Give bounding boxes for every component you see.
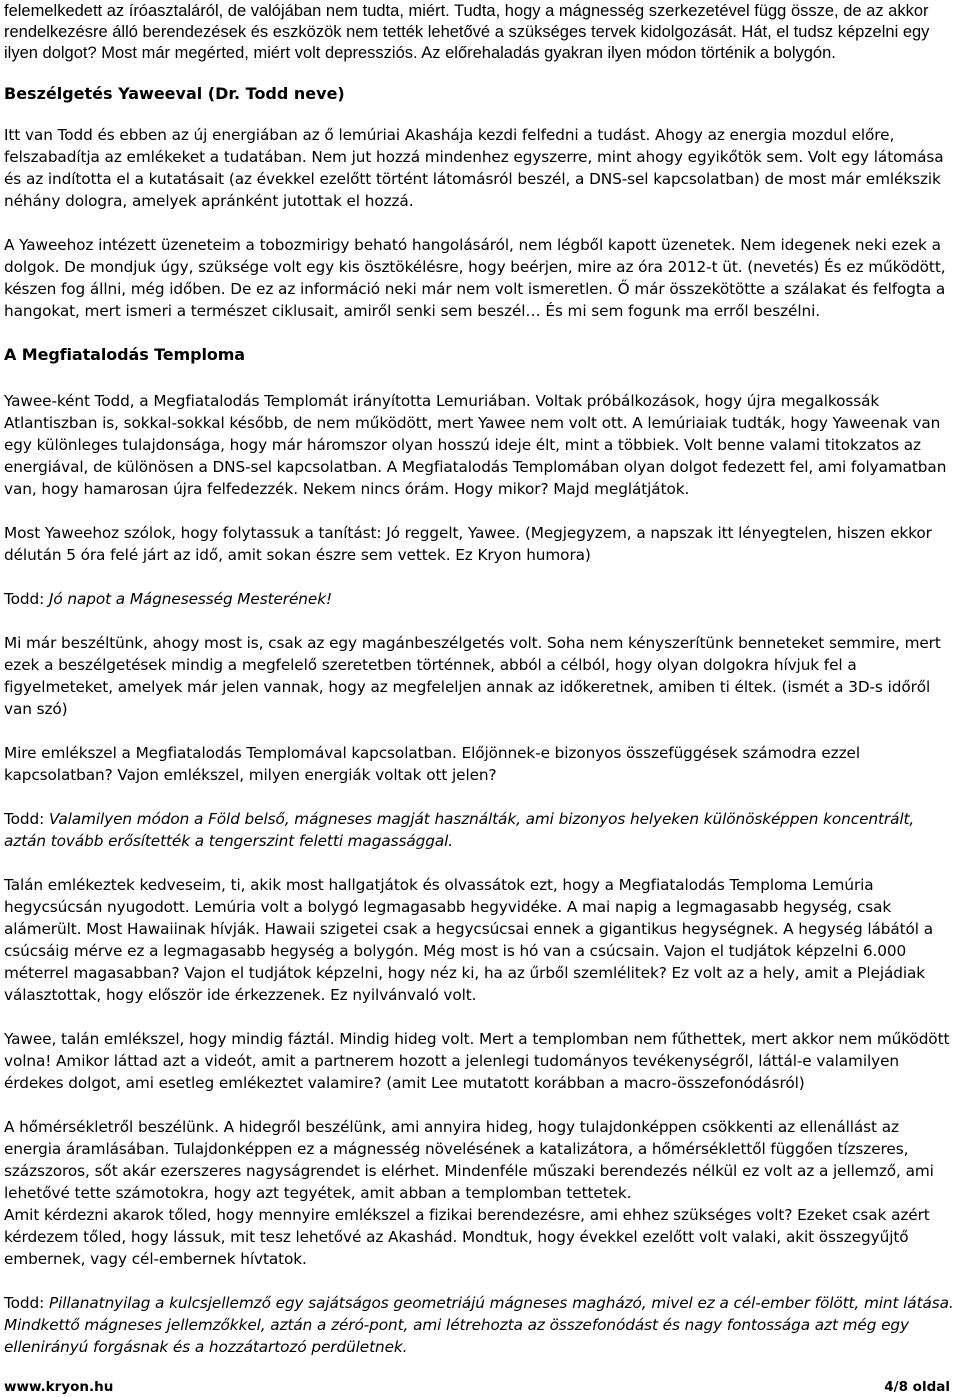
paragraph: Talán emlékeztek kedveseim, ti, akik most hallgatjátok és olvassátok ezt, hogy a Megfiatalodás Temploma Lemúria hegycsúcsán nyugodott. Lemúria volt a bolygó legmagasabb hegyvidéke. A mai napig a legmagasabb hegység, csak alámerült. Most Hawaiinak hívják. Hawaii szigetei csak a hegycsúcsai ennek a gigantikus hegységnek. A hegység lábától a csúcsáig mérve ez a legmagasabb hegység a bolygón. Még most is hó van a csúcsain. Vajon el tudjátok képzelni 6.000 méterrel magasabban? Vajon el tudjátok képzelni, hogy néz ki, ha az űrből szemlélitek? Ez volt az a hely, amit a Plejádiak választottak, hogy először ide érkezzenek. Ez nyilvánvaló volt. <box>4 876 933 1004</box>
speaker-quote: Pillanatnyilag a kulcsjellemző egy sajátságos geometriájú mágneses magházó, mivel ez a cél-ember fölött, mint látása. Mindkettő mágneses jellemzőkkel, aztán a zéró-pont, ami létrehozta az összefonódást és nagy fontossága azt még egy ellenirányú forgásnak és a hozzátartozó perdületnek. <box>4 1294 954 1356</box>
paragraph: Mi már beszéltünk, ahogy most is, csak az egy magánbeszélgetés volt. Soha nem kényszerítünk benneteket semmire, mert ezek a beszélgetések mindig a megfelelő szeretetben történnek, abból a célból, hogy olyan dolgokra hívjuk fel a figyelmeteket, amelyek már jelen vannak, hogy az megfeleljen annak az időkeretnek, amiben ti éltek. (ismét a 3D-s időről van szó) <box>4 634 941 718</box>
footer-page-number: 4/8 oldal <box>884 1379 950 1395</box>
paragraph: A Yaweehoz intézett üzeneteim a tobozmirigy beható hangolásáról, nem légből kapott üzenetek. Nem idegenek neki ezek a dolgok. De mondjuk úgy, szüksége volt egy kis ösztökélésre, hogy beérjen, mire az óra 2012-t üt. (nevetés) És ez működött, készen fog állni, még időben. De ez az információ neki már nem volt ismeretlen. Ő már összekötötte a szálakat és felfogta a hangokat, mert ismeri a természet ciklusait, amiről senki sem beszél… És mi sem fogunk ma erről beszélni. <box>4 236 946 320</box>
paragraph: Mire emlékszel a Megfiatalodás Templomával kapcsolatban. Előjönnek-e bizonyos összefüggések számodra ezzel kapcsolatban? Vajon emlékszel, milyen energiák voltak ott jelen? <box>4 744 860 784</box>
paragraph: A hőmérsékletről beszélünk. A hidegről beszélünk, ami annyira hideg, hogy tulajdonképpen csökkenti az ellenállást az energia áramlásában. Tulajdonképpen ez a mágnesség növelésének a katalizátora, a hőmérséklettől függően tízszeres, százszoros, sőt akár ezerszeres nagyságrendet is elérhet. Mindenféle műszaki berendezés nélkül ez volt az a jellemző, ami lehetővé tette számotokra, hogy azt tegyétek, amit abban a templomban tettetek. <box>4 1118 934 1202</box>
todd-line <box>4 808 956 852</box>
document-body <box>4 124 956 1358</box>
paragraph: Most Yaweehoz szólok, hogy folytassuk a tanítást: Jó reggelt, Yawee. (Megjegyzem, a napszak itt lényegtelen, hiszen ekkor délután 5 óra felé járt az idő, amit sokan észre sem vettek. Ez Kryon humora) <box>4 524 932 564</box>
section-heading: A Megfiatalodás Temploma <box>4 345 245 364</box>
footer-site: www.kryon.hu <box>4 1379 114 1395</box>
speaker-label: Todd: <box>4 810 49 828</box>
speaker-label: Todd: <box>4 1294 49 1312</box>
paragraph: Yawee, talán emlékszel, hogy mindig fáztál. Mindig hideg volt. Mert a templomban nem fűthettek, mert akkor nem működött volna! Amikor láttad azt a videót, amit a partnerem hozott a jelenlegi tudományos tevékenységről, láttál-e valamilyen érdekes dolgot, ami esetleg emlékeztet valamire? (amit Lee mutatott korábban a macro-összefonódásról) <box>4 1030 950 1092</box>
conversation-heading: Beszélgetés Yaweeval (Dr. Todd neve) <box>4 84 345 103</box>
speaker-quote: Jó napot a Mágnesesség Mesterének! <box>48 590 332 608</box>
todd-line <box>4 588 956 610</box>
speaker-label: Todd: <box>4 590 49 608</box>
paragraph: Itt van Todd és ebben az új energiában az ő lemúriai Akashája kezdi felfedni a tudást. Ahogy az energia mozdul előre, felszabadítja az emlékeket a tudatában. Nem jut hozzá mindenhez egyszerre, mint ahogy egyikőtök sem. Volt egy látomása és az indította el a kutatásait (az évekkel ezelőtt történt látomásról beszél, a DNS-sel kapcsolatban) de most már emlékszik néhány dologra, amelyek apránként jutottak el hozzá. <box>4 126 944 210</box>
paragraph: Amit kérdezni akarok tőled, hogy mennyire emlékszel a fizikai berendezésre, ami ehhez szükséges volt? Ezeket csak azért kérdezem tőled, hogy lássuk, mit tesz lehetővé az Akashád. Mondtuk, hogy évekkel ezelőtt volt valaki, akit összegyűjtő embernek, vagy cél-embernek hívtatok. <box>4 1206 930 1268</box>
paragraph: Yawee-ként Todd, a Megfiatalodás Templomát irányította Lemuriában. Voltak próbálkozások, hogy újra megalkossák Atlantiszban is, sokkal-sokkal később, de nem működött, mert Yawee nem volt ott. A lemúriaiak tudták, hogy Yaweenak van egy különleges tulajdonsága, hogy már háromszor olyan hosszú ideje élt, mint a többiek. Volt benne valami titokzatos az energiával, de különösen a DNS-sel kapcsolatban. A Megfiatalodás Templomában olyan dolgot fedezett fel, ami folyamatban van, hogy hamarosan újra felfedezzék. Nekem nincs órám. Hogy mikor? Majd meglátjátok. <box>4 392 947 498</box>
todd-line <box>4 1292 956 1358</box>
speaker-quote: Valamilyen módon a Föld belső, mágneses magját használták, ami bizonyos helyeken különösképpen koncentrált, aztán tovább erősítették a tengerszint feletti magassággal. <box>4 810 915 850</box>
intro-paragraph: felemelkedett az íróasztaláról, de valójában nem tudta, miért. Tudta, hogy a mágnesség szerkezetével függ össze, de az akkor rendelkezésre álló berendezések és eszközök nem tették lehetővé a szükséges tervek kidolgozását. Hát, el tudsz képzelni egy ilyen dolgot? Most már megérted, miért volt depressziós. Az előrehaladás gyakran ilyen módon történik a bolygón. <box>4 2 930 62</box>
document-page <box>4 0 956 1380</box>
